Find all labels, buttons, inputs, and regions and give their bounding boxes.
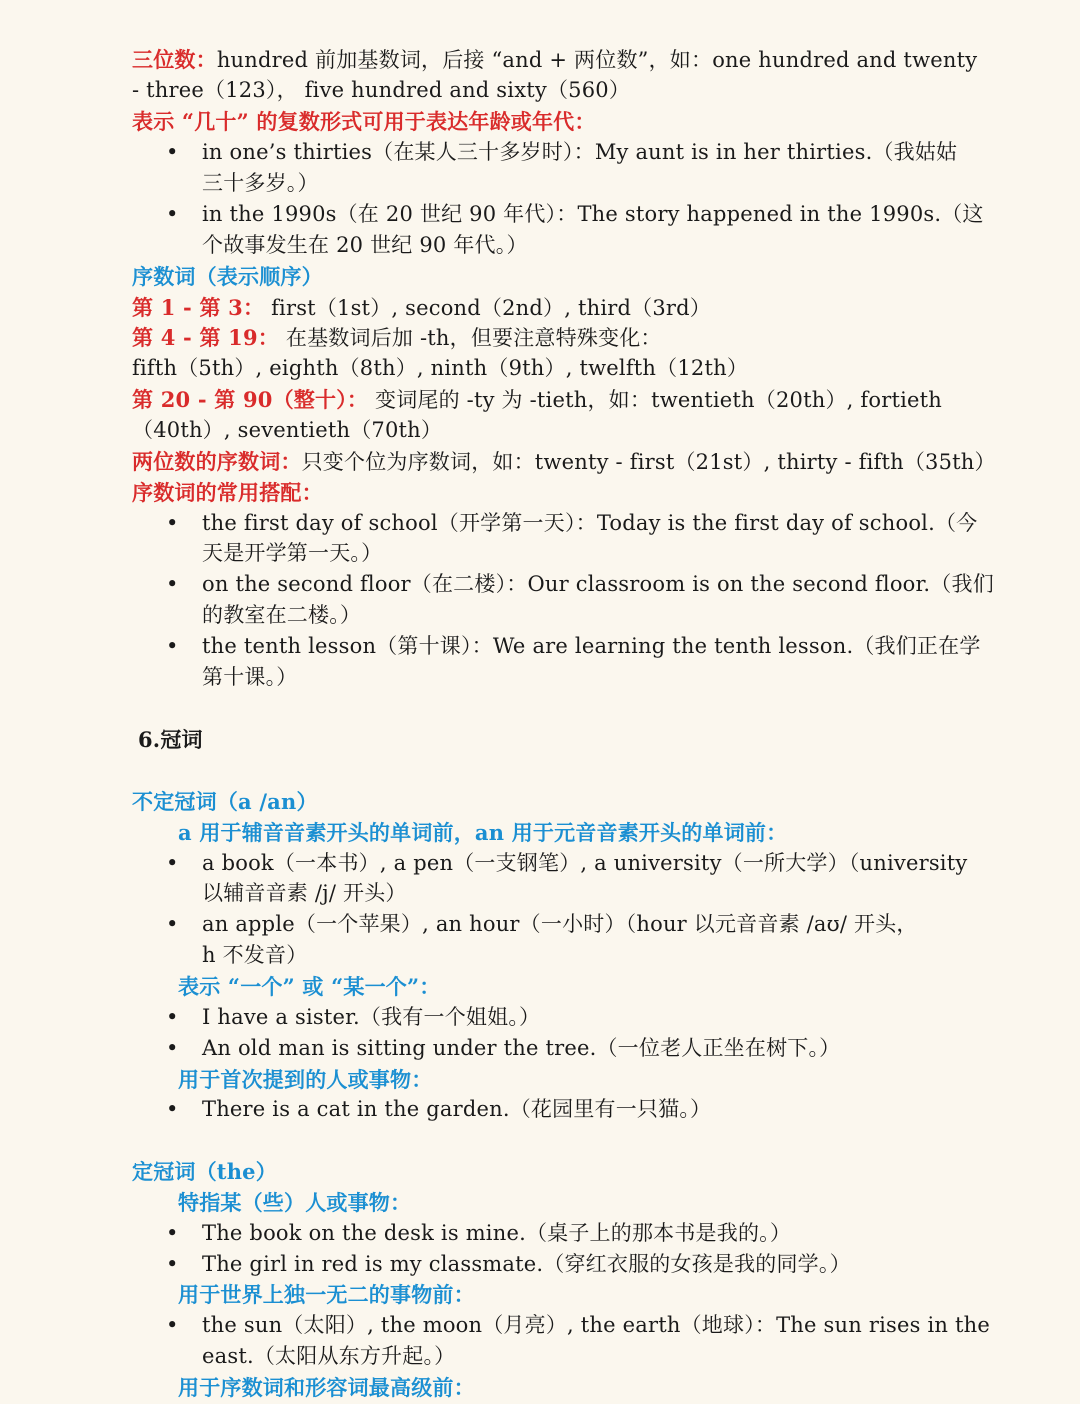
tens-bullet-1-cont: 三十多岁。） [202,171,319,195]
collocation-bullet-1-text: the first day of school（开学第一天）：Today is the first day of school.（今 [202,511,978,535]
superlative-heading: 用于序数词和形容词最高级前： [178,1375,475,1400]
two-digit-text: 只变个位为序数词，如：twenty - first（21st）, thirty - fifth（35th） [301,450,996,474]
three-digit-label: 三位数： [132,47,217,72]
ordinal-rule-2-label: 第 4 - 第 19： [132,325,279,350]
indefinite-article-heading: 不定冠词（a /an） [132,789,318,814]
ordinal-rule-2-text: 在基数词后加 -th，但要注意特殊变化： [285,326,662,350]
ordinal-heading: 序数词（表示顺序） [132,264,323,289]
ordinal-rule-3 [132,384,954,416]
section-title: 6.冠词 [138,727,203,752]
collocation-bullet-3-text: the tenth lesson（第十课）：We are learning the tenth lesson.（我们正在学 [202,634,981,658]
indefinite-article-rule: a 用于辅音音素开头的单词前，an 用于元音音素开头的单词前： [178,820,788,845]
ordinal-rule-2-examples: fifth（5th）, eighth（8th）, ninth（9th）, twelfth（12th） [132,356,749,380]
collocation-bullet-2-text: on the second floor（在二楼）：Our classroom is on the second floor.（我们 [202,572,994,596]
three-digit-line-1 [132,44,978,76]
tens-bullet-2-text: in the 1990s（在 20 世纪 90 年代）：The story happened in the 1990s.（这 [202,202,984,226]
two-digit-line [132,446,996,478]
specific-heading: 特指某（些）人或事物： [178,1190,412,1215]
collocation-heading: 序数词的常用搭配： [132,480,323,505]
indef-bullet-2-cont: h 不发音） [202,943,308,967]
unique-heading: 用于世界上独一无二的事物前： [178,1282,475,1307]
unique-bullet-1-text: the sun（太阳）, the moon（月亮）, the earth（地球）：The sun rises in the [202,1313,990,1337]
specific-bullet-2-text: The girl in red is my classmate.（穿红衣服的女孩是我的同学。） [202,1252,851,1276]
tens-bullet-1-text: in one’s thirties（在某人三十多岁时）：My aunt is in her thirties.（我姑姑 [202,140,958,164]
unique-bullet-1-cont: east.（太阳从东方升起。） [202,1344,456,1368]
tens-heading: 表示 “几十” 的复数形式可用于表达年龄或年代： [132,109,596,134]
tens-bullet-2-cont: 个故事发生在 20 世纪 90 年代。） [202,233,528,257]
ordinal-rule-3-cont: （40th）, seventieth（70th） [132,418,443,442]
indef-bullet-1-text: a book（一本书）, a pen（一支钢笔）, a university（一所大学）（university [202,851,968,875]
one-bullet-2-text: An old man is sitting under the tree.（一位老人正坐在树下。） [202,1036,841,1060]
three-digit-text-1: hundred 前加基数词，后接 “and + 两位数”，如：one hundred and twenty [216,48,978,72]
collocation-bullet-3-cont: 第十课。） [202,665,298,689]
collocation-bullet-1-cont: 天是开学第一天。） [202,541,383,565]
one-heading: 表示 “一个” 或 “某一个”： [178,974,441,999]
definite-article-heading: 定冠词（the） [132,1159,277,1184]
ordinal-rule-1-label: 第 1 - 第 3： [132,295,265,320]
specific-bullet-1-text: The book on the desk is mine.（桌子上的那本书是我的。） [202,1221,792,1245]
ordinal-rule-1 [132,292,954,324]
indef-bullet-1-cont: 以辅音音素 /j/ 开头） [202,881,407,905]
three-digit-line-2: - three（123）， five hundred and sixty（560） [132,78,631,102]
collocation-bullet-2-cont: 的教室在二楼。） [202,603,362,627]
first-bullet-1-text: There is a cat in the garden.（花园里有一只猫。） [202,1097,712,1121]
ordinal-rule-3-label: 第 20 - 第 90（整十）： [132,387,369,412]
indef-bullet-2-text: an apple（一个苹果）, an hour（一小时）（hour 以元音音素 /aʊ/ 开头， [202,912,918,936]
ordinal-rule-3-text: 变词尾的 -ty 为 -tieth，如：twentieth（20th）, fortieth [375,388,943,412]
ordinal-rule-1-text: first（1st）, second（2nd）, third（3rd） [271,296,712,320]
one-bullet-1-text: I have a sister.（我有一个姐姐。） [202,1005,541,1029]
two-digit-label: 两位数的序数词： [132,449,302,474]
ordinal-rule-2 [132,322,954,354]
first-mention-heading: 用于首次提到的人或事物： [178,1067,433,1092]
